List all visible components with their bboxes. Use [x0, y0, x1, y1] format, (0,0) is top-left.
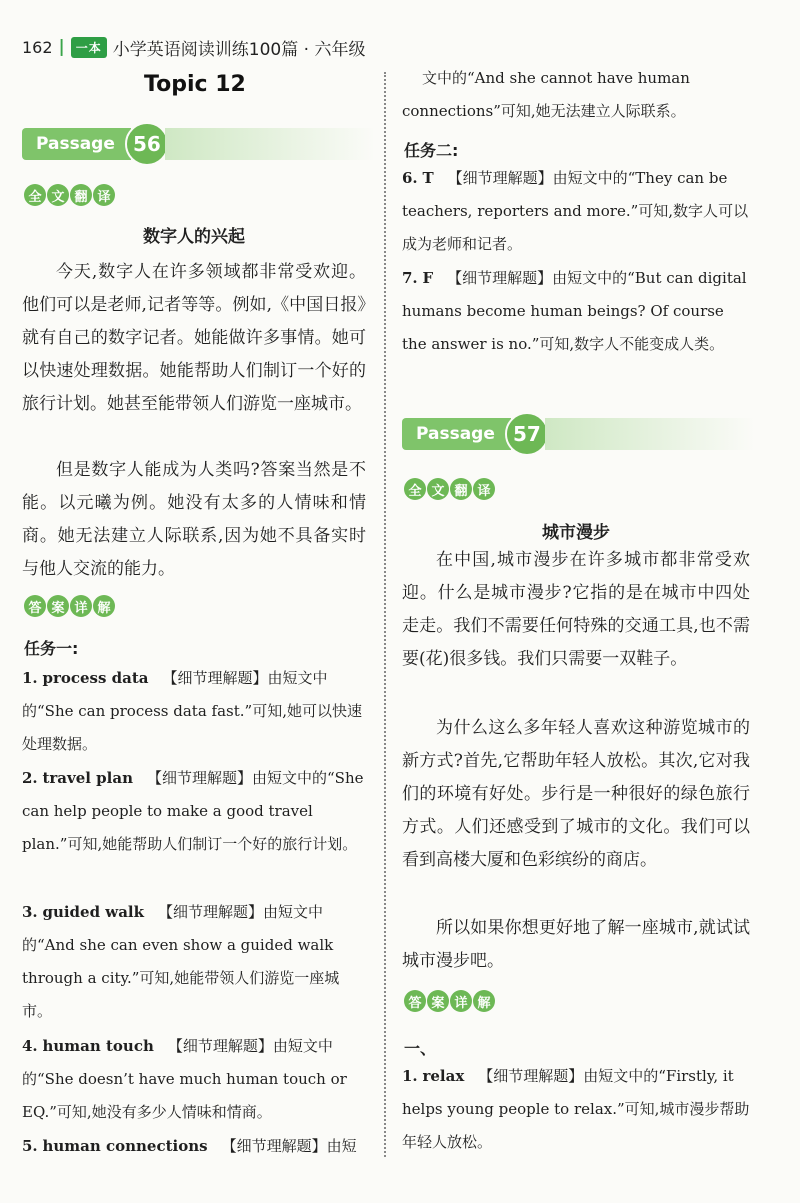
- translation-tag: [404, 478, 495, 500]
- book-title: 小学英语阅读训练100篇 · 六年级: [112, 39, 366, 60]
- paragraph: 为什么这么多年轻人喜欢这种游览城市的新方式?首先,它帮助年轻人放松。其次,它对我们的环境有好处。步行是一种很好的绿色旅行方式。人们还感受到了城市的文化。我们可以看到高楼大厦和色彩缤纷的商店。: [402, 718, 750, 870]
- answer-item: 1. process data 【细节理解题】由短文中的“She can process data fast.”可知,她可以快速处理数据。: [22, 669, 362, 753]
- tag-char: 译: [473, 478, 495, 500]
- page-header: [22, 34, 365, 60]
- answer-tag: [24, 595, 115, 617]
- passage-label: Passage: [22, 128, 131, 160]
- tag-char: 案: [427, 990, 449, 1012]
- passage-label: Passage: [402, 418, 511, 450]
- tag-char: 答: [24, 595, 46, 617]
- section-label: 一、: [404, 1039, 437, 1058]
- tag-char: 译: [93, 184, 115, 206]
- paragraph: 今天,数字人在许多领域都非常受欢迎。他们可以是老师,记者等等。例如,《中国日报》就有自己的数字记者。她能做许多事情。她可以快速处理数据。她能帮助人们制订一个好的旅行计划。她甚至能带领人们游览一座城市。: [22, 262, 366, 414]
- passage-56-banner: [22, 124, 375, 164]
- page-number: 162: [22, 37, 53, 57]
- answer-tag: [404, 990, 495, 1012]
- answer-item-continued: 文中的“And she cannot have human connections”可知,她无法建立人际联系。: [402, 69, 690, 120]
- answer-item: 2. travel plan 【细节理解题】由短文中的“She can help people to make a good travel plan.”可知,她能帮助人们制订一个好的旅行计划。: [22, 769, 364, 853]
- banner-tail: [545, 418, 755, 450]
- tag-char: 答: [404, 990, 426, 1012]
- answer-item: 7. F 【细节理解题】由短文中的“But can digital humans become human beings? Of course the answer is no.”可知,数字人不能变成人类。: [402, 269, 747, 353]
- answer-item: 1. relax 【细节理解题】由短文中的“Firstly, it helps young people to relax.”可知,城市漫步帮助年轻人放松。: [402, 1067, 750, 1151]
- topic-heading: Topic 12: [144, 72, 246, 97]
- translation-tag: [24, 184, 115, 206]
- tag-char: 文: [427, 478, 449, 500]
- passage-57-banner: [402, 414, 755, 454]
- answer-item: 4. human touch 【细节理解题】由短文中的“She doesn’t have much human touch or EQ.”可知,她没有多少人情味和情商。: [22, 1037, 347, 1121]
- paragraph: 所以如果你想更好地了解一座城市,就试试城市漫步吧。: [402, 918, 750, 971]
- paragraph: 在中国,城市漫步在许多城市都非常受欢迎。什么是城市漫步?它指的是在城市中四处走走。我们不需要任何特殊的交通工具,也不需要(花)很多钱。我们只需要一双鞋子。: [402, 550, 750, 669]
- answer-item: 6. T 【细节理解题】由短文中的“They can be teachers, reporters and more.”可知,数字人可以成为老师和记者。: [402, 169, 749, 253]
- banner-tail: [165, 128, 375, 160]
- brand-logo: 一本: [71, 37, 107, 58]
- tag-char: 解: [93, 595, 115, 617]
- tag-char: 翻: [450, 478, 472, 500]
- passage-title: 数字人的兴起: [143, 227, 245, 247]
- passage-title: 城市漫步: [542, 523, 610, 543]
- tag-char: 翻: [70, 184, 92, 206]
- answer-item: 3. guided walk 【细节理解题】由短文中的“And she can even show a guided walk through a city.”可知,她能带领人们游览一座城市。: [22, 903, 340, 1020]
- tag-char: 文: [47, 184, 69, 206]
- tag-char: 解: [473, 990, 495, 1012]
- tag-char: 全: [404, 478, 426, 500]
- passage-number: 57: [505, 412, 549, 456]
- tag-char: 详: [450, 990, 472, 1012]
- passage-number: 56: [125, 122, 169, 166]
- header-separator: |: [58, 37, 65, 57]
- task-2-label: 任务二:: [404, 141, 459, 160]
- paragraph: 但是数字人能成为人类吗?答案当然是不能。以元曦为例。她没有太多的人情味和情商。她无法建立人际联系,因为她不具备实时与他人交流的能力。: [22, 460, 366, 579]
- tag-char: 全: [24, 184, 46, 206]
- column-divider: [384, 72, 386, 1157]
- answer-item: 5. human connections 【细节理解题】由短: [22, 1137, 357, 1155]
- task-1-label: 任务一:: [24, 639, 79, 658]
- tag-char: 详: [70, 595, 92, 617]
- tag-char: 案: [47, 595, 69, 617]
